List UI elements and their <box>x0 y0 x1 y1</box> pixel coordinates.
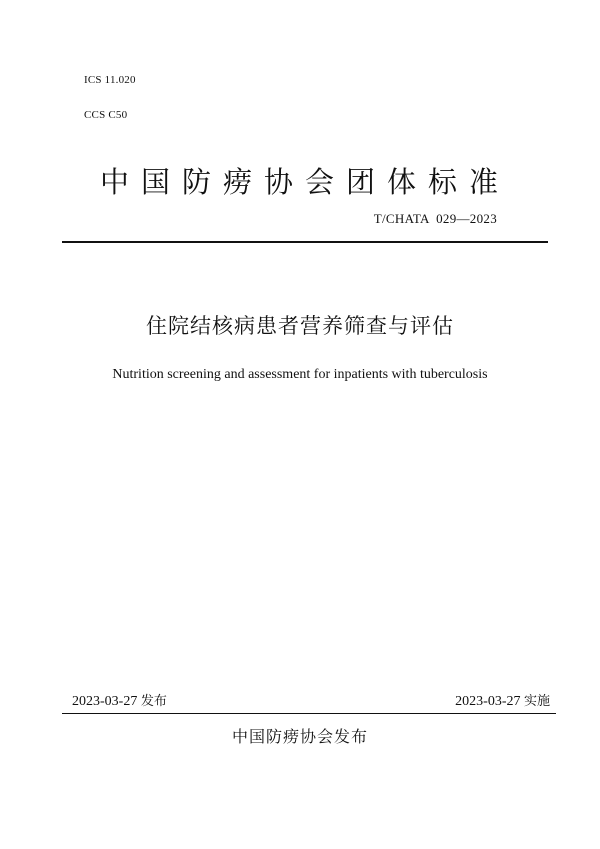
publish-label: 发布 <box>140 694 167 709</box>
publisher: 中国防痨协会发布 <box>231 727 368 746</box>
organization-standard-title: 中国防痨协会团体标准 <box>99 165 510 199</box>
footer-divider <box>62 713 556 714</box>
document-title-chinese: 住院结核病患者营养筛查与评估 <box>146 314 454 338</box>
publish-date: 2023-03-27 <box>72 694 138 709</box>
implement-label: 实施 <box>523 694 550 709</box>
ccs-code: CCS C50 <box>84 109 128 121</box>
header-divider <box>62 241 548 243</box>
implement-date: 2023-03-27 <box>455 694 521 709</box>
standard-number: T/CHATA 029—2023 <box>373 211 497 226</box>
implement-date-line <box>455 690 550 710</box>
publish-date-line <box>72 690 167 710</box>
ics-code: ICS 11.020 <box>84 74 136 86</box>
document-title-english: Nutrition screening and assessment for inpatients with tuberculosis <box>112 367 488 382</box>
